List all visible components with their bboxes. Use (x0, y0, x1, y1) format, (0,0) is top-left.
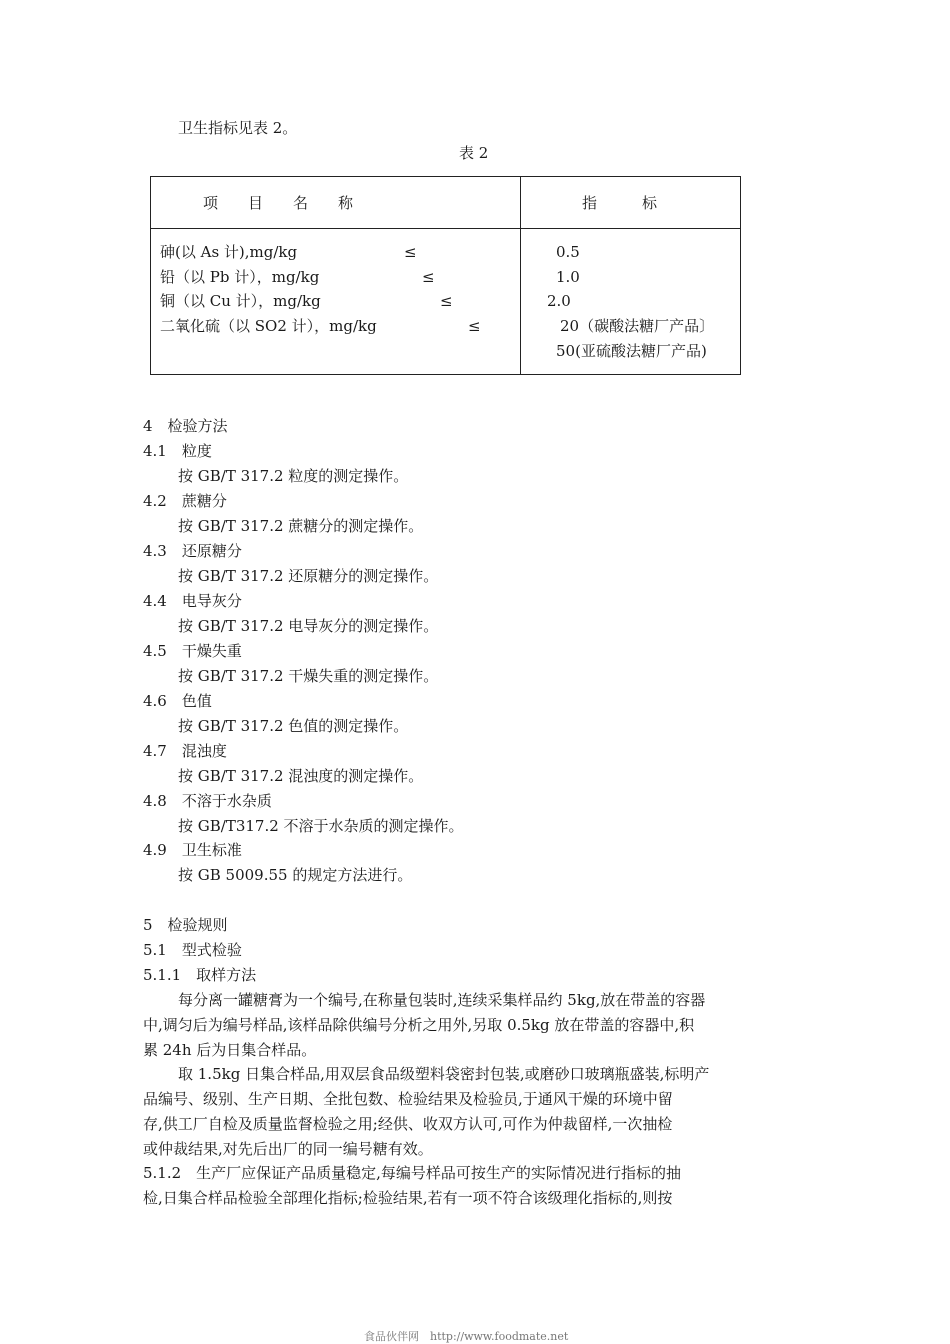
paragraph-3-line-2: 检,日集合样品检验全部理化指标;检验结果,若有一项不符合该级理化指标的,则按 (143, 1189, 673, 1207)
item-4-1-heading: 4.1 粒度 (143, 442, 212, 460)
item-4-6-heading: 4.6 色值 (143, 692, 212, 710)
item-4-1-text: 按 GB/T 317.2 粒度的测定操作。 (178, 467, 409, 485)
row-arsenic-value: 0.5 (556, 243, 580, 261)
paragraph-2-line-3: 存,供工厂自检及质量监督检验之用;经供、收双方认可,可作为仲裁留样,一次抽检 (143, 1115, 673, 1133)
row-copper-value: 2.0 (547, 292, 571, 310)
paragraph-1-line-3: 累 24h 后为日集合样品。 (143, 1041, 317, 1059)
item-4-5-heading: 4.5 干燥失重 (143, 642, 242, 660)
table-header-divider (150, 228, 740, 229)
section-5-title: 5 检验规则 (143, 916, 228, 934)
table-left-border (150, 176, 151, 375)
row-copper-item: 铜（以 Cu 计），mg/kg (160, 292, 321, 310)
item-4-3-text: 按 GB/T 317.2 还原糖分的测定操作。 (178, 567, 439, 585)
paragraph-1-line-1: 每分离一罐糖膏为一个编号,在称量包装时,连续采集样品约 5kg,放在带盖的容器 (178, 991, 706, 1009)
table-right-border (740, 176, 741, 375)
paragraph-1-line-2: 中,调匀后为编号样品,该样品除供编号分析之用外,另取 0.5kg 放在带盖的容器中,积 (143, 1016, 695, 1034)
header-item-name: 项 目 名 称 (203, 194, 354, 212)
item-4-2-text: 按 GB/T 317.2 蔗糖分的测定操作。 (178, 517, 424, 535)
item-5-1-heading: 5.1 型式检验 (143, 941, 242, 959)
header-index: 指 标 (582, 194, 658, 212)
item-4-4-heading: 4.4 电导灰分 (143, 592, 242, 610)
paragraph-2-line-4: 或仲裁结果,对先后出厂的同一编号糖有效。 (143, 1140, 433, 1158)
section-4-title: 4 检验方法 (143, 417, 228, 435)
row-lead-item: 铅（以 Pb 计），mg/kg (160, 268, 320, 286)
item-4-8-text: 按 GB/T317.2 不溶于水杂质的测定操作。 (178, 817, 464, 835)
paragraph-2-line-1: 取 1.5kg 日集合样品,用双层食品级塑料袋密封包装,或磨砂口玻璃瓶盛装,标明产 (178, 1065, 710, 1083)
row-copper-op: ≤ (440, 292, 453, 310)
table-top-border (150, 176, 740, 177)
row-lead-value: 1.0 (556, 268, 580, 286)
row-lead-op: ≤ (422, 268, 435, 286)
item-4-9-heading: 4.9 卫生标准 (143, 841, 242, 859)
item-4-8-heading: 4.8 不溶于水杂质 (143, 792, 272, 810)
item-4-3-heading: 4.3 还原糖分 (143, 542, 242, 560)
item-4-6-text: 按 GB/T 317.2 色值的测定操作。 (178, 717, 409, 735)
row-arsenic-op: ≤ (404, 243, 417, 261)
item-4-7-heading: 4.7 混浊度 (143, 742, 227, 760)
paragraph-2-line-2: 品编号、级别、生产日期、全批包数、检验结果及检验员,于通风干燥的环境中留 (143, 1090, 673, 1108)
table-bottom-border (150, 374, 740, 375)
item-4-9-text: 按 GB 5009.55 的规定方法进行。 (178, 866, 413, 884)
paragraph-3-line-1: 5.1.2 生产厂应保证产品质量稳定,每编号样品可按生产的实际情况进行指标的抽 (143, 1164, 681, 1182)
intro-text: 卫生指标见表 2。 (178, 119, 298, 137)
item-4-5-text: 按 GB/T 317.2 干燥失重的测定操作。 (178, 667, 439, 685)
table-column-divider (520, 176, 521, 375)
row-arsenic-item: 砷(以 As 计),mg/kg (160, 243, 298, 261)
row-so2-value-2: 50(亚硫酸法糖厂产品) (556, 342, 707, 360)
row-so2-op: ≤ (468, 317, 481, 335)
row-so2-value: 20（碳酸法糖厂产品〕 (560, 317, 715, 335)
item-4-2-heading: 4.2 蔗糖分 (143, 492, 227, 510)
item-4-7-text: 按 GB/T 317.2 混浊度的测定操作。 (178, 767, 424, 785)
item-5-1-1-heading: 5.1.1 取样方法 (143, 966, 257, 984)
row-so2-item: 二氧化硫（以 SO2 计），mg/kg (160, 317, 377, 335)
table-caption: 表 2 (459, 144, 489, 162)
footer-watermark: 食品伙伴网 http://www.foodmate.net (364, 1330, 569, 1343)
item-4-4-text: 按 GB/T 317.2 电导灰分的测定操作。 (178, 617, 439, 635)
